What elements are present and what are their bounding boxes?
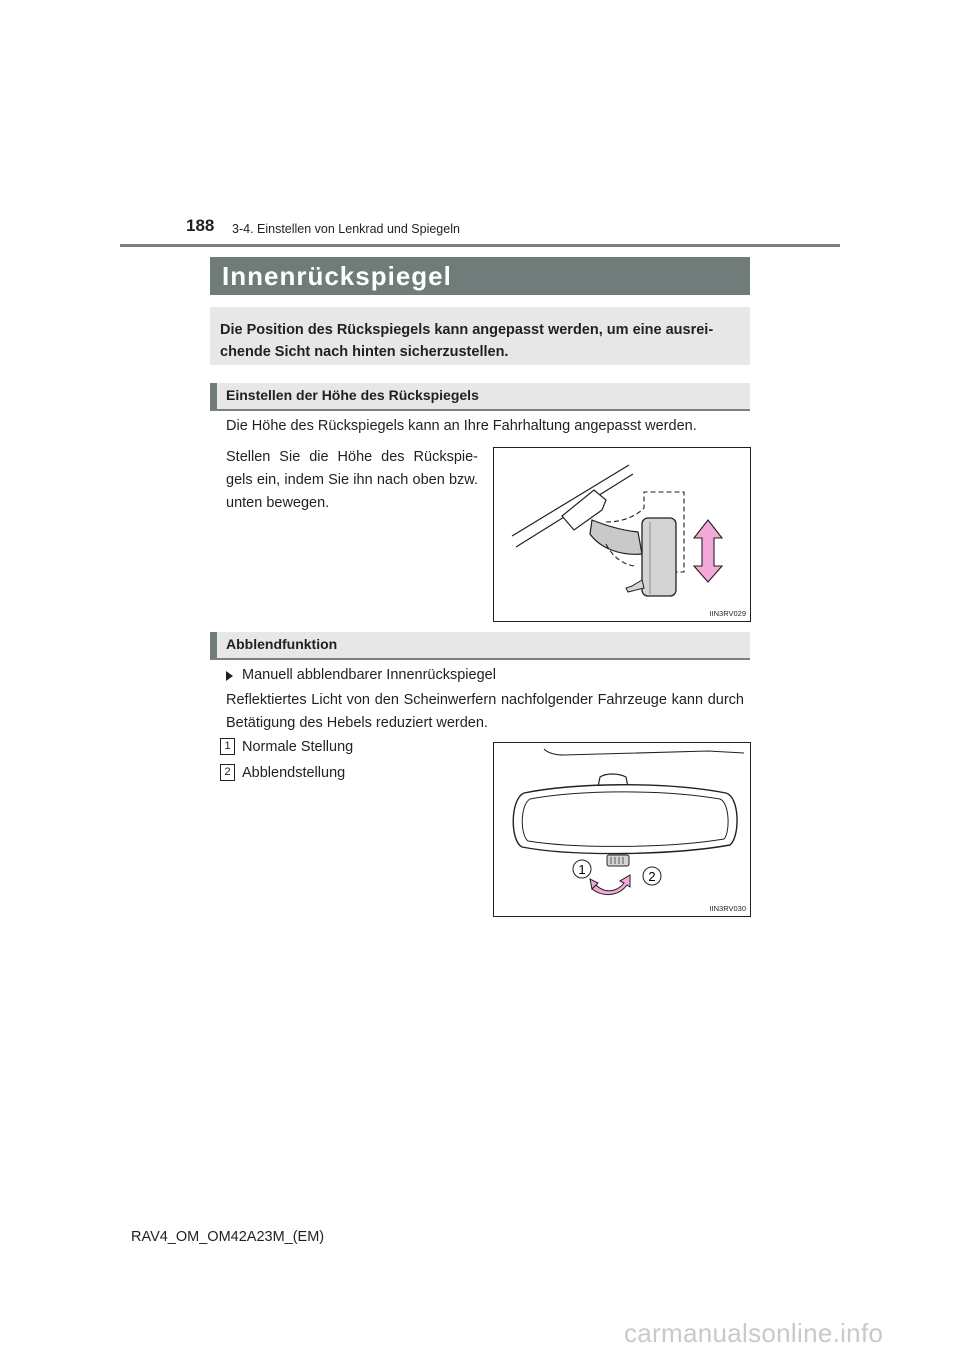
height-instruction-text: Stellen Sie die Höhe des Rückspie-gels ein, indem Sie ihn nach oben bzw. unten bewegen.: [226, 449, 478, 511]
section-heading-height: [210, 383, 750, 411]
item-label-1: Normale Stellung: [242, 739, 354, 755]
figure-code-dimming: IIN3RV030: [709, 904, 746, 913]
item-label-2: Abblendstellung: [242, 765, 346, 781]
mirror-dimming-illustration: [494, 743, 750, 916]
up-down-arrow-icon: [694, 520, 722, 582]
running-header: 3-4. Einstellen von Lenkrad und Spiegeln: [232, 222, 460, 236]
callout-1: 1: [578, 862, 586, 877]
height-intro-text: Die Höhe des Rückspiegels kann an Ihre Fahrhaltung angepasst werden.: [226, 418, 697, 434]
figure-mirror-dimming: [493, 742, 751, 917]
bullet-text: Manuell abblendbarer Innenrückspiegel: [242, 667, 496, 683]
intro-text: Die Position des Rückspiegels kann angepasst werden, um eine ausrei-chende Sicht nach hinten sicherzustellen.: [220, 322, 714, 360]
item-number-2: 2: [220, 764, 235, 781]
figure-mirror-height: [493, 447, 751, 622]
footer-code: RAV4_OM_OM42A23M_(EM): [131, 1229, 325, 1245]
watermark: carmanualsonline.info: [624, 1318, 884, 1348]
title-bar: [210, 257, 750, 295]
rotate-arrow-icon: [592, 875, 630, 895]
figure-code-height: IIN3RV029: [709, 609, 746, 618]
section-heading-dimming-label: Abblendfunktion: [226, 636, 338, 652]
section-heading-dimming: [210, 632, 750, 660]
section-heading-height-label: Einstellen der Höhe des Rückspiegels: [226, 387, 479, 403]
page-title: Innenrückspiegel: [222, 261, 452, 291]
header-rule: [120, 244, 840, 247]
dimming-description: Reflektiertes Licht von den Scheinwerfern nachfolgender Fahrzeuge kann durch Betätigung des Hebels reduziert werden.: [226, 692, 744, 731]
bullet-triangle-icon: [226, 671, 233, 681]
intro-box: [210, 307, 750, 365]
callout-2: 2: [648, 869, 656, 884]
item-number-1: 1: [220, 738, 235, 755]
mirror-height-illustration: [494, 448, 750, 621]
page-number: 188: [186, 216, 215, 235]
